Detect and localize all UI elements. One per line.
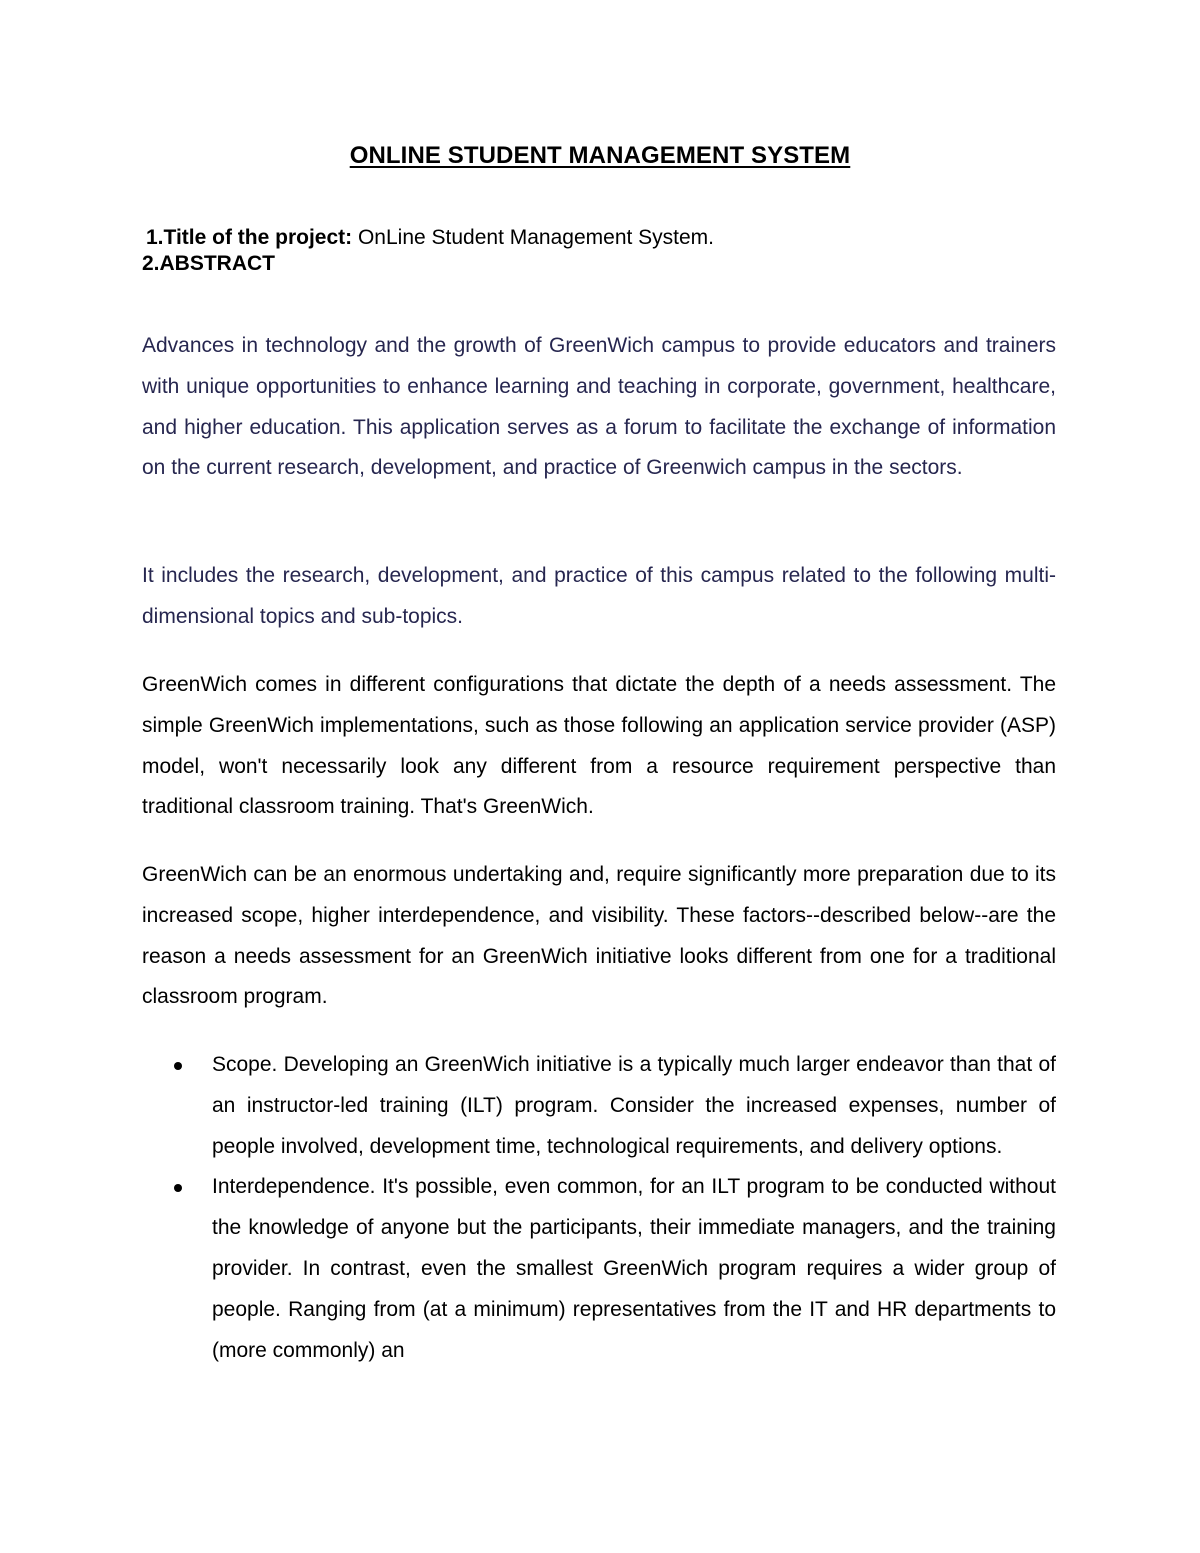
project-title-value: OnLine Student Management System. — [352, 226, 715, 249]
document-title: ONLINE STUDENT MANAGEMENT SYSTEM — [349, 142, 851, 169]
list-item — [142, 1167, 1056, 1371]
project-title-line — [146, 226, 714, 250]
bullet-dot-icon — [174, 1062, 182, 1070]
abstract-heading: 2.ABSTRACT — [142, 252, 276, 275]
abstract-paragraph-2: It includes the research, development, and practice of this campus related to the following multi-dimensional topics and sub-topics. — [142, 564, 1056, 628]
list-item — [142, 1045, 1056, 1167]
abstract-paragraph-3: GreenWich comes in different configurations that dictate the depth of a needs assessment. The simple GreenWich implementations, such as those following an application service provider (ASP) model, won't necessarily look any different from a resource requirement perspective than traditional classroom training. That's GreenWich. — [142, 673, 1056, 819]
bullet-dot-icon — [174, 1184, 182, 1192]
abstract-paragraph-4: GreenWich can be an enormous undertaking and, require significantly more preparation due to its increased scope, higher interdependence, and visibility. These factors--described below--are the reason a needs assessment for an GreenWich initiative looks different from one for a traditional classroom program. — [142, 863, 1056, 1009]
bullet-text-scope: Scope. Developing an GreenWich initiative is a typically much larger endeavor than that of an instructor-led training (ILT) program. Consider the increased expenses, number of people involved, development time, technological requirements, and delivery options. — [212, 1053, 1056, 1158]
project-title-label: 1.Title of the project: — [146, 226, 353, 249]
factor-bullet-list — [142, 1045, 1056, 1371]
bullet-text-interdependence: Interdependence. It's possible, even common, for an ILT program to be conducted without the knowledge of anyone but the participants, their immediate managers, and the training provider. In contrast, even the smallest GreenWich program requires a wider group of people. Ranging from (at a minimum) representatives from the IT and HR departments to (more commonly) an — [212, 1175, 1056, 1362]
abstract-paragraph-1: Advances in technology and the growth of GreenWich campus to provide educators and trainers with unique opportunities to enhance learning and teaching in corporate, government, healthcare, and higher education. This application serves as a forum to facilitate the exchange of information on the current research, development, and practice of Greenwich campus in the sectors. — [142, 334, 1056, 480]
